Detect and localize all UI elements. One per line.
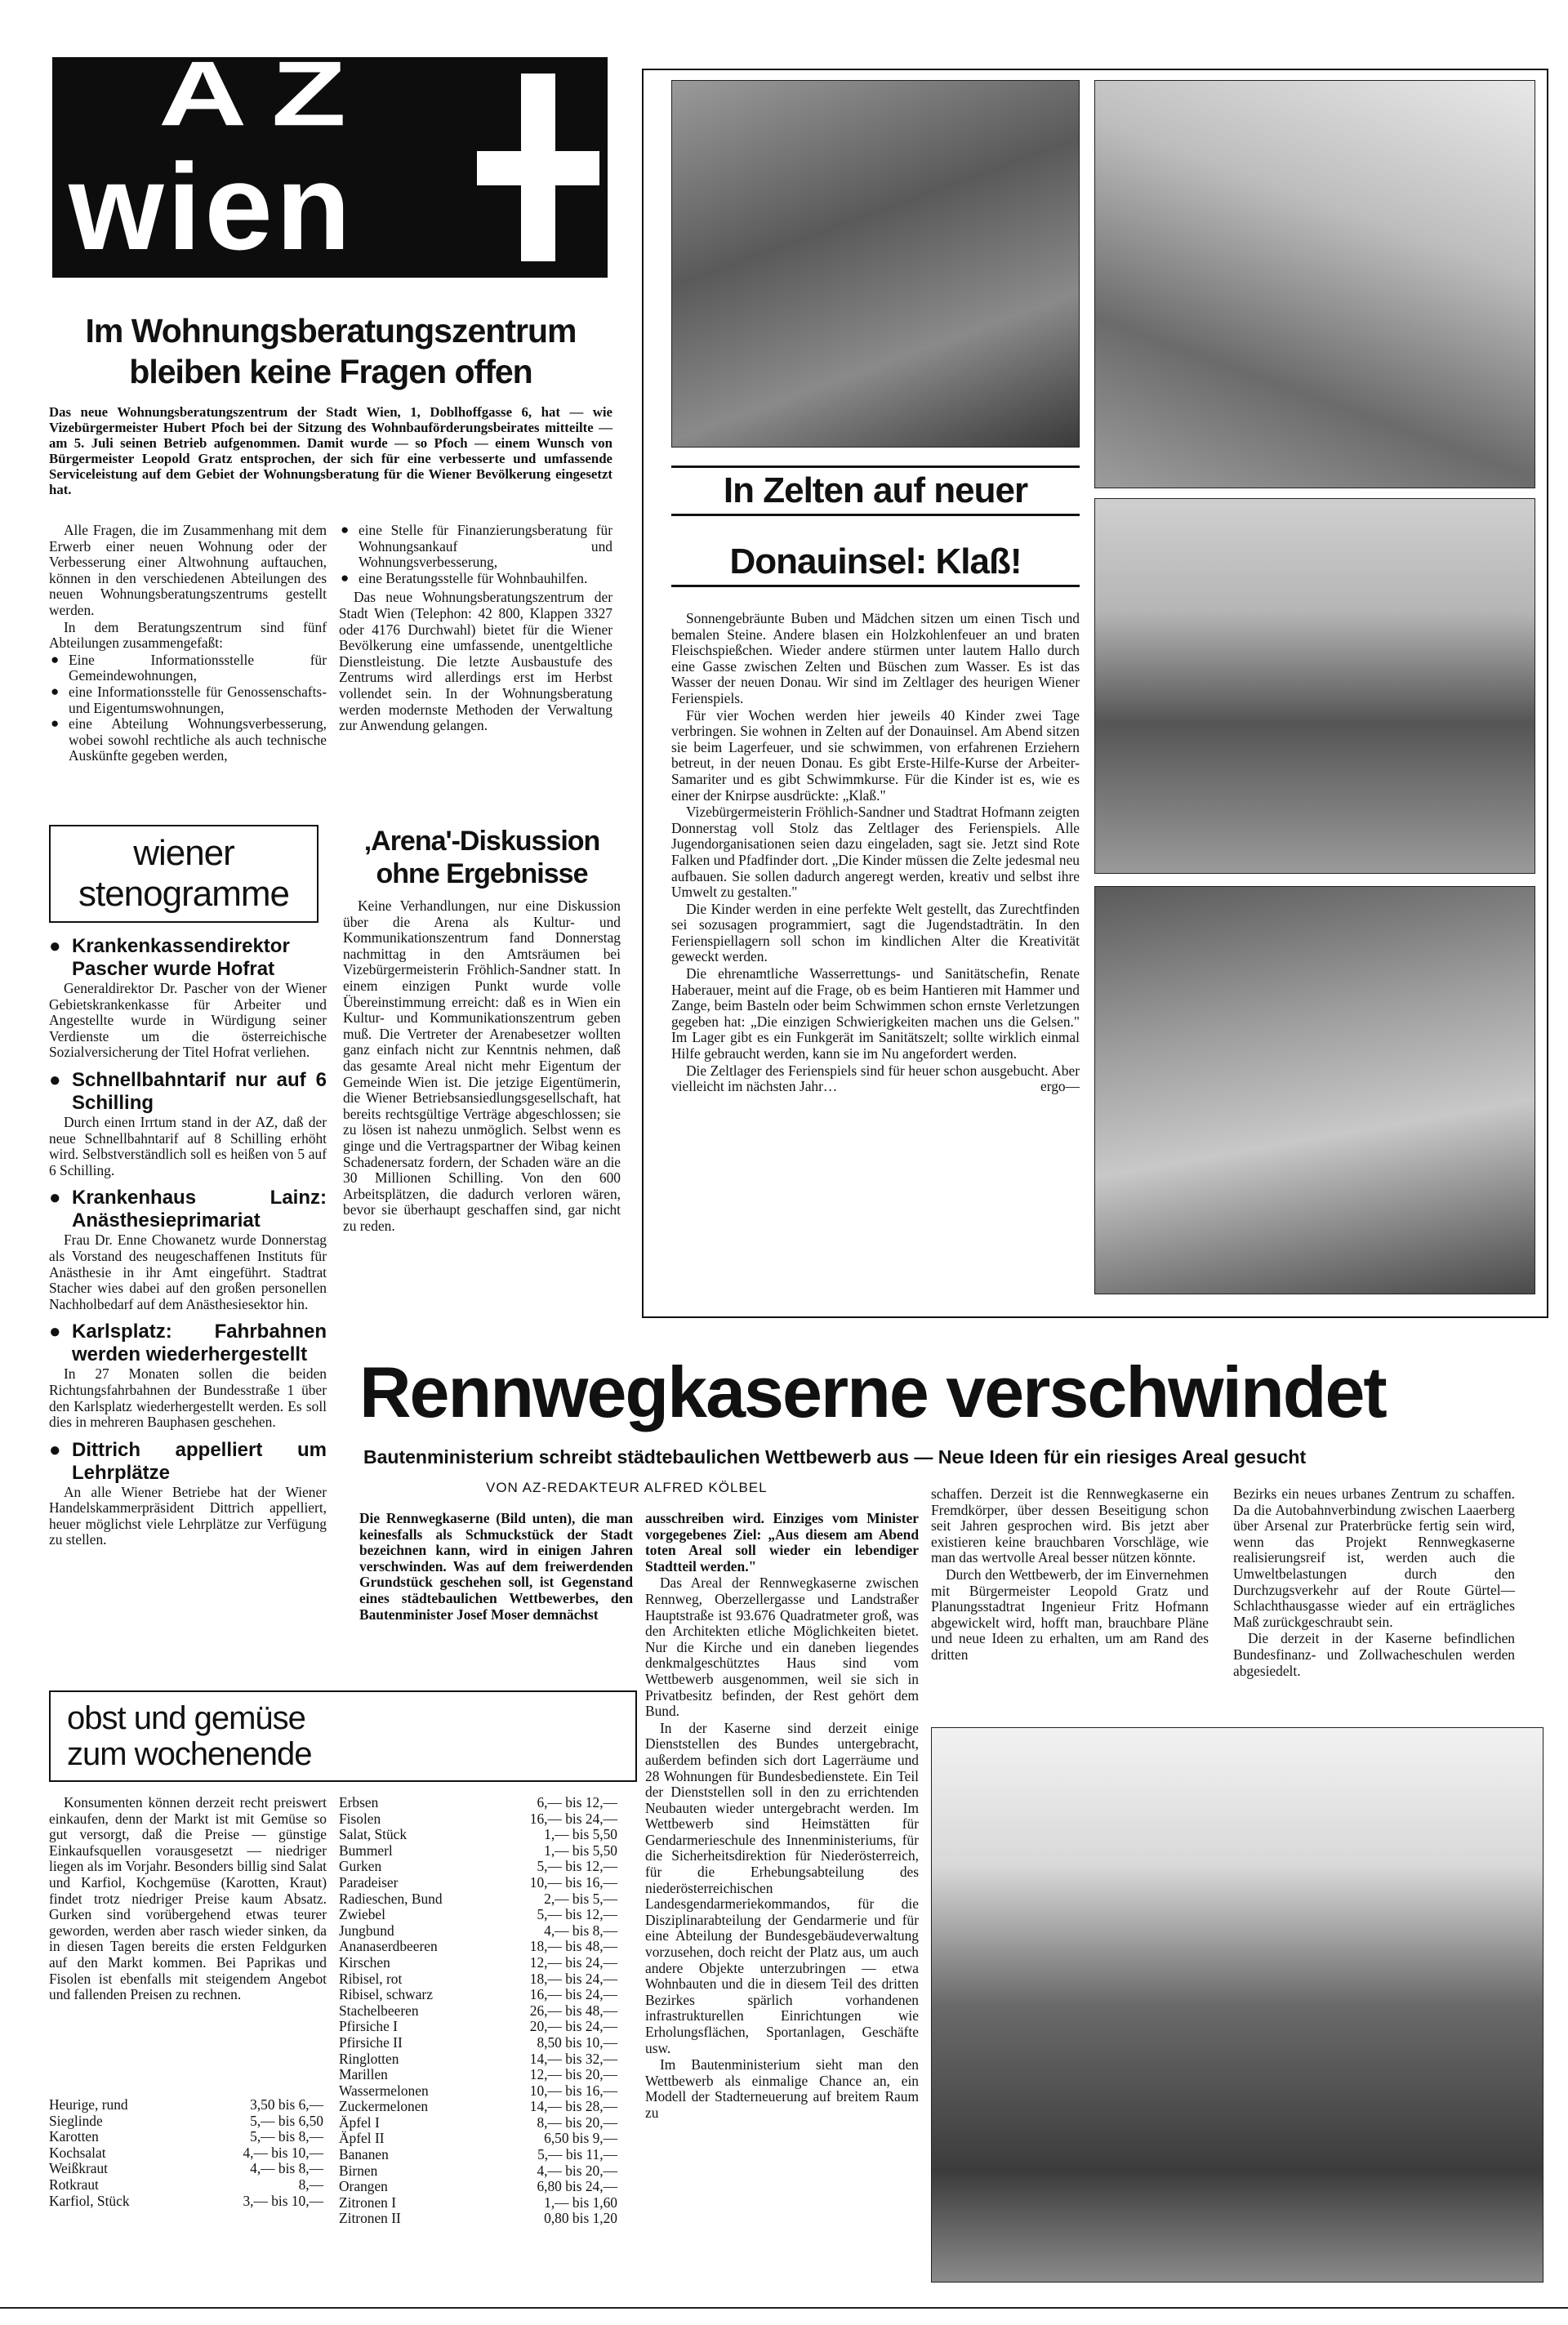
table-row	[49, 2177, 327, 2194]
price-item: Salat, Stück	[339, 1826, 408, 1843]
table-row	[339, 2019, 621, 2035]
price-value: 8,— bis 20,—	[537, 2113, 617, 2131]
arena-headline: ‚Arena'-Diskussion ohne Ergebnisse	[363, 826, 600, 889]
table-row	[339, 2163, 621, 2180]
price-value: 5,— bis 12,—	[537, 1858, 617, 1875]
price-value: 14,— bis 28,—	[529, 2098, 617, 2115]
table-row	[339, 1955, 621, 1971]
stenogramme-list	[49, 927, 327, 1549]
price-item: Erbsen	[339, 1794, 379, 1811]
article1-headline: Im Wohnungsberatungszentrum bleiben keine Fragen offen	[85, 312, 577, 390]
table-row	[339, 1891, 621, 1908]
list-item: ● Schnellbahntarif nur auf 6 Schilling Durch einen Irrtum stand in der AZ, daß der neue Schnellbahntarif auf 8 Schilling erhöht wird. Selbstverständlich soll es heißen von 5 auf 6 Schilling.	[49, 1068, 327, 1178]
rennweg-col2: ausschreiben wird. Einziges vom Minister vorgegebenes Ziel: „Aus diesem am Abend toten Areal soll wieder ein lebendiger Stadtteil werden." Das Areal der Rennwegkaserne zwischen Rennweg, Oberzellergasse und Landstraßer Hauptstraße ist 93.676 Quadratmeter groß, was den Architekten etliche Möglichkeiten bietet. Nur die Kirche und ein daneben liegendes denkmalgeschütztes Haus sind vom Wettbewerb ausgenommen, weil sie sich in Privatbesitz befinden, der Rest gehört dem Bund. In der Kaserne sind derzeit einige Dienststellen des Bundes untergebracht, außerdem befinden sich dort Lagerräume und 28 Wohnungen für Bundesbedienstete. Ein Teil der Dienststellen soll in den zu errichtenden Neubauten wieder untergebracht werden. Im Wettbewerb sind Heimstätten für Gendarmerieschule des Innenministeriums, für die Sicherheitsdirektion für Niederösterreich, für die Erhebungsabteilung des niederösterreichischen Landesgendarmeriekommandos, für die Disziplinarabteilung der Gendarmerie und für eine Abteilung der Bundesgebäudeverwaltung vorzusehen, doch reicht der Platz aus, um auch andere Objekte unterzubringen — etwa Wohnbauten und die in diesem Teil des dritten Bezirkes spärlich vorhandenen infrastrukturellen Einrichtungen wie Erholungsflächen, Sportanlagen, Geschäfte usw. Im Bautenministerium sieht man den Wettbewerb als einmalige Chance an, ein Modell der Stadterneuerung auf breitem Raum zu	[645, 1510, 919, 2121]
table-row	[49, 2097, 327, 2113]
price-value: 18,— bis 24,—	[529, 1970, 617, 1987]
table-row	[49, 2129, 327, 2145]
price-value: 3,— bis 10,—	[243, 2192, 323, 2209]
stenogramme-title: wiener	[133, 833, 234, 873]
bullet-item: ● eine Abteilung Wohnungsverbesserung, wobei sowohl rechtliche als auch technische Auskünfte gegeben werden,	[49, 716, 327, 764]
price-value: 0,80 bis 1,20	[544, 2210, 617, 2227]
article1-col2: ● eine Stelle für Finanzierungsberatung für Wohnungsankauf und Wohnungsverbesserung, ● eine Beratungsstelle für Wohnbauhilfen. Das neue Wohnungsberatungszentrum der Stadt Wien (Telephon: 42 800, Klappen 3327 oder 4176 Durchwahl) bietet für die Wiener Bevölkerung eine umfassende, unentgeltliche Dienstleistung. Die letzte Ausbaustufe des Zentrums wird allerdings erst im Herbst vollendet sein. In der Wohnungsberatung werden modernste Methoden der Verwaltung zur Anwendung gelangen.	[339, 523, 612, 735]
price-value: 5,— bis 8,—	[250, 2128, 323, 2145]
price-item: Bananen	[339, 2146, 389, 2163]
bullet-item: ● eine Stelle für Finanzierungsberatung für Wohnungsankauf und Wohnungsverbesserung,	[339, 523, 612, 571]
table-row	[339, 2179, 621, 2195]
obst-prices-right	[339, 1795, 621, 2227]
article1-lead: Das neue Wohnungsberatungszentrum der Stadt Wien, 1, Doblhoffgasse 6, hat — wie Vizebürgermeister Hubert Pfoch bei der Sitzung des Wohnbauförderungsbeirates mitteilte — am 5. Juli seinen Betrieb aufgenommen. Damit wurde — so Pfoch — einem Wunsch von Bürgermeister Leopold Gratz entsprochen, der sich für eine verbesserte und umfassende Serviceleistung auf dem Gebiet der Wohnungsberatung für die Wiener Bevölkerung eingesetzt hat.	[49, 404, 612, 497]
price-value: 20,— bis 24,—	[529, 2018, 617, 2035]
price-item: Ribisel, schwarz	[339, 1986, 433, 2003]
bottom-rule	[0, 2307, 1568, 2309]
table-row	[339, 2147, 621, 2163]
price-value: 2,— bis 5,—	[544, 1890, 617, 1907]
list-item: ● Krankenkassendirektor Pascher wurde Hofrat Generaldirektor Dr. Pascher von der Wiener Gebietskrankenkasse für Arbeiter und Angestellte wurde in Würdigung seiner Verdienste um die österreichische Sozialversicherung der Titel Hofrat verliehen.	[49, 935, 327, 1061]
price-item: Wassermelonen	[339, 2082, 429, 2099]
obst-intro: Konsumenten können derzeit recht preiswert einkaufen, denn der Markt ist mit Gemüse so gut versorgt, daß die Preise — günstige Einkaufsquellen vorausgesetzt — niedriger liegen als im Vorjahr. Besonders billig sind Salat und Karfiol, Kochgemüse (Karotten, Kraut) findet trotz niedriger Preise kaum Absatz. Gurken sind vorübergehend etwas teurer geworden, werden aber rasch wieder sinken, da in diesen Tagen bereits die ersten Feldgurken auf den Markt kommen. Bei Paprikas und Fisolen ist ebenfalls mit steigendem Angebot und fallenden Preisen zu rechnen.	[49, 1794, 327, 2003]
price-value: 5,— bis 11,—	[537, 2146, 617, 2163]
price-value: 3,50 bis 6,—	[250, 2096, 323, 2113]
list-item: ● Karlsplatz: Fahrbahnen werden wiederhergestellt In 27 Monaten sollen die beiden Richtungsfahrbahnen der Bundesstraße 1 über den Karlsplatz wiederhergestellt werden. Es soll dies in mehreren Bauphasen geschehen.	[49, 1321, 327, 1431]
stenogramme-title-box: wiener stenogramme	[49, 825, 318, 923]
price-value: 4,— bis 20,—	[537, 2162, 617, 2179]
zelten-text: Sonnengebräunte Buben und Mädchen sitzen um einen Tisch und bemalen Steine. Andere blasen ein Holzkohlenfeuer an und braten Fleischspießchen. Wieder andere stürmen unter lautem Hallo durch eine Gasse zwischen Zelten und Büschen zum Wasser. Es ist das Wasser der neuen Donau. Wir sind im Zeltlager des heurigen Wiener Ferienspiels. Für vier Wochen werden hier jeweils 40 Kinder zwei Tage verbringen. Sie wohnen in Zelten auf der Donauinsel. Am Abend sitzen sie beim Lagerfeuer, und sie schwimmen, von erfahrenen Erziehern betreut, in der neuen Donau. Es gibt Erste-Hilfe-Kurse der Arbeiter-Samariter und es gibt Schwimmkurse. Für die Kinder ist es, wie es einer der Knirpse ausdrückte: „Klaß." Vizebürgermeisterin Fröhlich-Sandner und Stadtrat Hofmann zeigten Donnerstag voll Stolz das Zeltlager des Ferienspiels. Alle Jugendorganisationen seien dazu eingeladen, sagt sie. Jetzt sind Rote Falken und Pfadfinder dort. „Die Kinder müssen die Zelte jedesmal neu aufbauen. Sie sollen dadurch angeregt werden, kreativ und selbst ihre Umwelt zu gestalten." Die Kinder werden in eine perfekte Welt gestellt, das Zurechtfinden sei sozusagen programmiert, sagt die Jugendstadträtin. In den Ferienspiellagern soll schon im kindlichen Alter die Kreativität geweckt werden. Die ehrenamtliche Wasserrettungs- und Sanitätschefin, Renate Haberauer, meint auf die Frage, ob es beim Hantieren mit Hammer und Zange, beim Basteln oder beim Schwimmen schon ernste Verletzungen gegeben hat: „Die einzigen Schwierigkeiten machen uns die Gelsen." Im Lager gibt es ein Funkgerät im Sanitätszelt; sollte wirklich einmal Hilfe gebraucht werden, kann sie im Nu angefordert werden. Die Zeltlager des Ferienspiels sind für heuer schon ausgebucht. Aber vielleicht im nächsten Jahr… ergo—	[671, 610, 1080, 1095]
price-item: Gurken	[339, 1858, 382, 1875]
price-item: Rotkraut	[49, 2176, 99, 2193]
price-item: Pfirsiche I	[339, 2018, 398, 2035]
author-sign: ergo—	[1040, 1078, 1080, 1095]
price-item: Fisolen	[339, 1810, 381, 1827]
rennweg-col3: schaffen. Derzeit ist die Rennwegkaserne ein Fremdkörper, über dessen Beseitigung schon seit Jahren gesprochen wird. Bis jetzt aber existieren keine brauchbaren Vorschläge, wie man das wertvolle Areal besser nützen könnte. Durch den Wettbewerb, der im Einvernehmen mit Bürgermeister Leopold Gratz und Planungsstadtrat Ingenieur Fritz Hofmann abgewickelt wird, hofft man, brauchbare Pläne und neue Ideen zu erhalten, um am Rand des dritten	[931, 1485, 1209, 1663]
table-row	[339, 1987, 621, 2003]
price-item: Stachelbeeren	[339, 2002, 419, 2019]
table-row	[339, 2131, 621, 2147]
price-value: 6,50 bis 9,—	[544, 2130, 617, 2147]
price-value: 10,— bis 16,—	[529, 1873, 617, 1891]
price-item: Birnen	[339, 2162, 378, 2179]
price-item: Sieglinde	[49, 2112, 103, 2129]
rennweg-col4: Bezirks ein neues urbanes Zentrum zu schaffen. Da die Autobahnverbindung zwischen Laaerberg über Arsenal zur Praterbrücke fertig sein wird, wenn das Projekt Rennwegkaserne realisierungsreif ist, werden auch die Umweltbelastungen durch den Durchzugsverkehr auf der Route Gürtel—Schlachthausgasse wieder auf ein erträgliches Maß zurückgeschraubt sein. Die derzeit in der Kaserne befindlichen Bundesfinanz- und Zollwacheschulen werden abgesiedelt.	[1233, 1485, 1515, 1679]
table-row	[339, 2051, 621, 2068]
price-table	[339, 1795, 621, 2227]
table-row	[339, 2099, 621, 2115]
table-row	[339, 2067, 621, 2083]
price-item: Ananaserdbeeren	[339, 1938, 438, 1955]
list-item: ● Dittrich appelliert um Lehrplätze An alle Wiener Betriebe hat der Wiener Handelskammerpräsident Dittrich appelliert, heuer möglichst viele Lehrplätze zur Verfügung zu stellen.	[49, 1438, 327, 1548]
table-row	[339, 2115, 621, 2131]
rennweg-subhead: Bautenministerium schreibt städtebaulichen Wettbewerb aus — Neue Ideen für ein riesiges Areal gesucht	[363, 1446, 1307, 1468]
price-value: 26,— bis 48,—	[529, 2002, 617, 2019]
table-row	[339, 2083, 621, 2100]
price-item: Weißkraut	[49, 2160, 108, 2177]
obst-prices-left	[49, 2097, 327, 2209]
obst-title-box: obst und gemüse zum wochenende	[49, 1690, 637, 1782]
zelten-headline-2: Donauinsel: Klaß!	[671, 539, 1080, 587]
price-value: 1,— bis 5,50	[544, 1826, 617, 1843]
article1-col1: Alle Fragen, die im Zusammenhang mit dem Erwerb einer neuen Wohnung oder der Verbesserung einer Altwohnung auftauchen, können in den verschiedenen Abteilungen des neuen Wohnungsberatungszentrums gestellt werden. In dem Beratungszentrum sind fünf Abteilungen zusammengefaßt: ● Eine Informationsstelle für Gemeindewohnungen, ● eine Informationsstelle für Genossenschafts- und Eigentumswohnungen, ● eine Abteilung Wohnungsverbesserung, wobei sowohl rechtliche als auch technische Auskünfte gegeben werden,	[49, 523, 327, 764]
obst-title: obst und gemüse	[67, 1700, 305, 1736]
table-row	[339, 1875, 621, 1891]
masthead-az: AZ	[158, 57, 371, 131]
price-item: Orangen	[339, 2178, 388, 2195]
rennweg-lead: Die Rennwegkaserne (Bild unten), die man keinesfalls als Schmuckstück der Stadt bezeichnen kann, wird in einigen Jahren verschwinden. Was auf dem freiwerdenden Grundstück geschehen soll, ist Gegenstand eines städtebaulichen Wettbewerbes, den Bautenminister Josef Moser demnächst	[359, 1510, 633, 1623]
table-row	[339, 1827, 621, 1843]
price-table	[49, 2097, 327, 2209]
table-row	[339, 1843, 621, 1860]
children-at-table-photo	[671, 80, 1080, 448]
table-row	[339, 1923, 621, 1940]
masthead-wien: wien	[69, 138, 354, 275]
group-with-paddle-photo	[1094, 498, 1535, 874]
price-value: 16,— bis 24,—	[529, 1986, 617, 2003]
zelten-headline-1: In Zelten auf neuer	[671, 465, 1080, 516]
price-value: 6,— bis 12,—	[537, 1794, 617, 1811]
price-value: 1,— bis 1,60	[544, 2194, 617, 2211]
woman-at-tent-photo	[1094, 80, 1535, 488]
price-value: 6,80 bis 24,—	[537, 2178, 617, 2195]
table-row	[339, 1907, 621, 1923]
price-item: Kirschen	[339, 1953, 390, 1971]
price-item: Jungbund	[339, 1922, 394, 1939]
table-row	[339, 2003, 621, 2020]
table-row	[339, 1811, 621, 1828]
masthead-logo	[52, 57, 608, 278]
kaserne-building-photo	[931, 1727, 1544, 2283]
price-item: Äpfel II	[339, 2130, 385, 2147]
table-row	[339, 1795, 621, 1811]
price-value: 12,— bis 24,—	[529, 1953, 617, 1971]
price-value: 14,— bis 32,—	[529, 2050, 617, 2067]
table-row	[339, 1939, 621, 1955]
table-row	[339, 1859, 621, 1875]
price-value: 8,—	[298, 2176, 323, 2193]
price-value: 16,— bis 24,—	[529, 1810, 617, 1827]
price-item: Ringlotten	[339, 2050, 399, 2067]
price-item: Radieschen, Bund	[339, 1890, 443, 1907]
price-item: Marillen	[339, 2066, 388, 2083]
price-value: 10,— bis 16,—	[529, 2082, 617, 2099]
price-value: 8,50 bis 10,—	[537, 2033, 617, 2051]
table-row	[49, 2194, 327, 2210]
price-item: Zwiebel	[339, 1906, 385, 1923]
price-value: 4,— bis 10,—	[243, 2144, 323, 2161]
price-item: Karfiol, Stück	[49, 2192, 130, 2209]
price-item: Ribisel, rot	[339, 1970, 403, 1987]
bullet-item: ● Eine Informationsstelle für Gemeindewohnungen,	[49, 653, 327, 684]
price-item: Heurige, rund	[49, 2096, 128, 2113]
arena-text: Keine Verhandlungen, nur eine Diskussion über die Arena als Kultur- und Kommunikationszentrum fand Donnerstag nachmittag in den Amtsräumen bei Vizebürgermeisterin Fröhlich-Sandner statt. In einem einzigen Punkt wurde volle Übereinstimmung erreicht: daß es in Wien ein Kultur- und Kommunikationszentrum geben muß. Die Vertreter der Arenabesetzer wollten ganz einfach nicht zur Kenntnis nehmen, daß das gesamte Areal nicht mehr Eigentum der Gemeinde Wien ist. Die jetzige Eigentümerin, die Wiener Betriebsansiedlungsgesellschaft, hat bereits rechtsgültige Verträge abgeschlossen; sie zu lösen ist nahezu unmöglich. Selbst wenn es ginge und die Vertragspartner der Wibag keinen Schadenersatz fordern, der Schaden wäre an die 30 Millionen Schilling. Von den 600 Arbeitsplätzen, die dadurch verloren wären, bevor sie überhaupt geschaffen sind, gar nicht zu reden.	[343, 897, 621, 1234]
list-item: ● Krankenhaus Lainz: Anästhesieprimariat Frau Dr. Enne Chowanetz wurde Donnerstag als Vorstand des neugeschaffenen Instituts für Anästhesie in ihr Amt eingeführt. Stadtrat Stacher wies dabei auf den großen personellen Nachholbedarf auf dem Anästhesiesektor hin.	[49, 1187, 327, 1312]
price-value: 18,— bis 48,—	[529, 1938, 617, 1955]
table-row	[339, 2211, 621, 2227]
camp-with-children-photo	[1094, 886, 1535, 1294]
price-item: Zitronen I	[339, 2194, 397, 2211]
bullet-item: ● eine Beratungsstelle für Wohnbauhilfen.	[339, 571, 612, 587]
masthead-plus-icon	[477, 73, 599, 261]
price-value: 5,— bis 6,50	[250, 2112, 323, 2129]
price-item: Paradeiser	[339, 1873, 399, 1891]
price-value: 1,— bis 5,50	[544, 1842, 617, 1859]
price-item: Karotten	[49, 2128, 99, 2145]
price-value: 5,— bis 12,—	[537, 1906, 617, 1923]
price-item: Pfirsiche II	[339, 2033, 403, 2051]
price-value: 4,— bis 8,—	[250, 2160, 323, 2177]
table-row	[49, 2161, 327, 2177]
table-row	[339, 2035, 621, 2051]
table-row	[49, 2113, 327, 2130]
bullet-item: ● eine Informationsstelle für Genossenschafts- und Eigentumswohnungen,	[49, 684, 327, 716]
price-item: Zuckermelonen	[339, 2098, 429, 2115]
price-item: Kochsalat	[49, 2144, 106, 2161]
rennweg-headline: Rennwegkaserne verschwindet	[359, 1352, 1386, 1432]
price-item: Zitronen II	[339, 2210, 401, 2227]
table-row	[49, 2145, 327, 2162]
price-value: 4,— bis 8,—	[544, 1922, 617, 1939]
price-value: 12,— bis 20,—	[529, 2066, 617, 2083]
table-row	[339, 1971, 621, 1988]
price-item: Bummerl	[339, 1842, 393, 1859]
price-item: Äpfel I	[339, 2113, 380, 2131]
table-row	[339, 2195, 621, 2211]
rennweg-byline: VON AZ-REDAKTEUR ALFRED KÖLBEL	[486, 1480, 768, 1495]
